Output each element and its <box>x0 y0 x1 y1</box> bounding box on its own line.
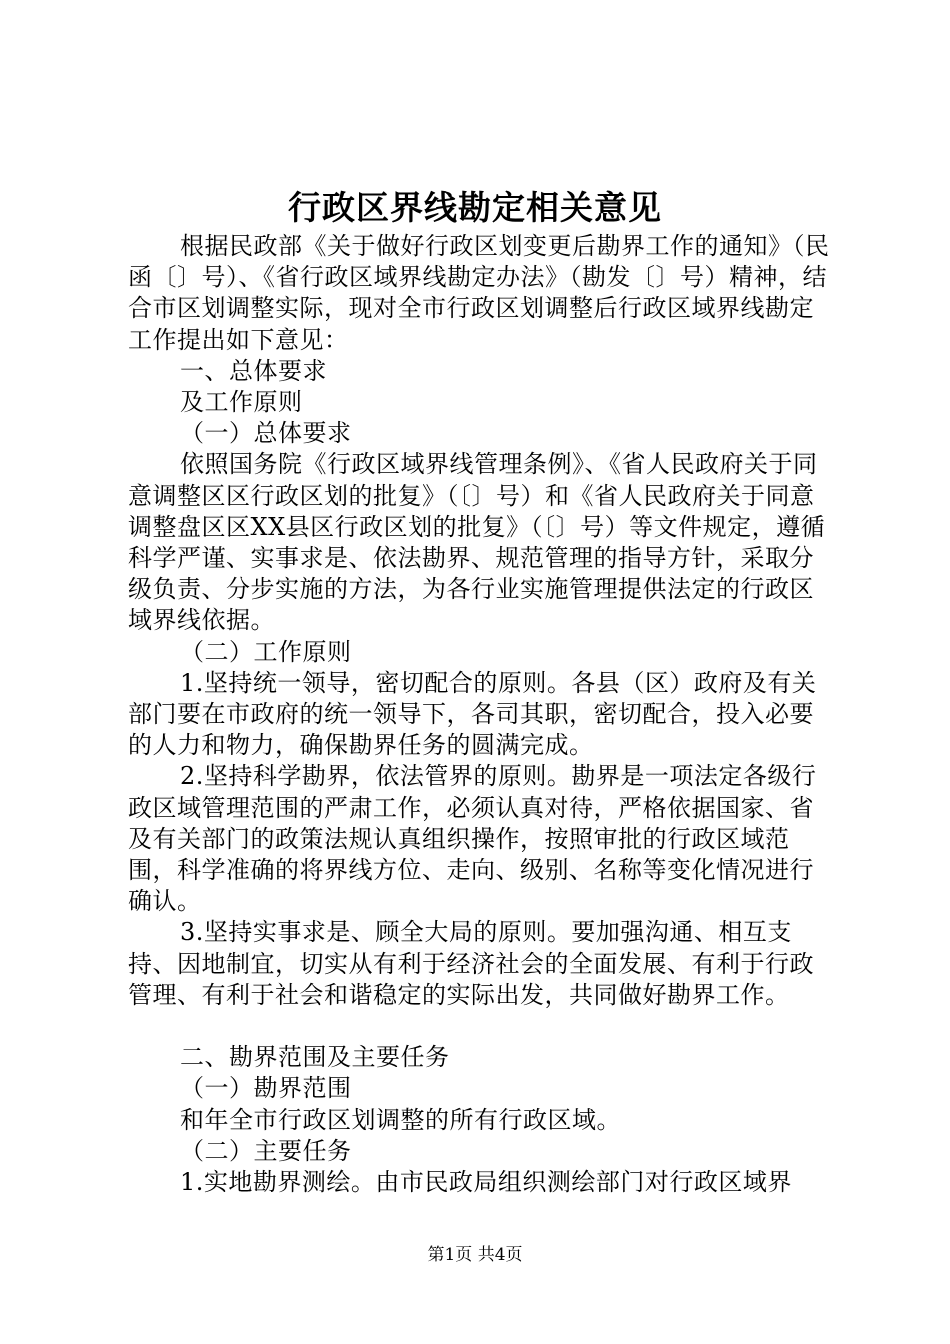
subsection-heading-main-tasks: （二）主要任务 <box>180 1136 352 1165</box>
section-heading-2: 二、勘界范围及主要任务 <box>180 1043 450 1072</box>
paragraph-spacer <box>128 1011 833 1042</box>
section-heading-1-continued: 及工作原则 <box>180 388 303 417</box>
page-number-footer: 第1页 共4页 <box>427 1245 523 1265</box>
overall-requirements-paragraph: 依照国务院《行政区域界线管理条例》、《省人民政府关于同意调整区区行政区划的批复》（〔〕号）和《省人民政府关于同意调整盘区区XX县区行政区划的批复》（〔〕号）等文件规定，遵循科学严谨、实事求是、依法勘界、规范管理的指导方针，采取分级负责、分步实施的方法，为各行业实施管理提供法定的行政区域界线依据。 <box>128 450 826 635</box>
principle-2-paragraph: 2.坚持科学勘界，依法管界的原则。勘界是一项法定各级行政区域管理范围的严肃工作，必须认真对待，严格依据国家、省及有关部门的政策法规认真组织操作，按照审批的行政区域范围，科学准确的将界线方位、走向、级别、名称等变化情况进行确认。 <box>128 762 817 916</box>
document-body <box>128 231 833 1198</box>
principle-3-paragraph: 3.坚持实事求是、顾全大局的原则。要加强沟通、相互支持、因地制宜，切实从有利于经济社会的全面发展、有利于行政管理、有利于社会和谐稳定的实际出发，共同做好勘界工作。 <box>128 918 814 1009</box>
subsection-heading-scope: （一）勘界范围 <box>180 1074 352 1103</box>
document-title: 行政区界线勘定相关意见 <box>288 188 662 227</box>
principle-1-paragraph: 1.坚持统一领导，密切配合的原则。各县（区）政府及有关部门要在市政府的统一领导下，各司其职，密切配合，投入必要的人力和物力，确保勘界任务的圆满完成。 <box>128 668 817 760</box>
intro-paragraph: 根据民政部《关于做好行政区划变更后勘界工作的通知》（民函〔〕号）、《省行政区域界线勘定办法》（勘发〔〕号）精神，结合市区划调整实际，现对全市行政区划调整后行政区域界线勘定工作提出如下意见： <box>128 232 830 354</box>
section-heading-1: 一、总体要求 <box>180 356 327 385</box>
subsection-heading-work-principles: （二）工作原则 <box>180 637 352 666</box>
task-1-paragraph: 1.实地勘界测绘。由市民政局组织测绘部门对行政区域界 <box>180 1168 792 1197</box>
subsection-heading-overall-requirements: （一）总体要求 <box>180 419 352 448</box>
scope-paragraph: 和年全市行政区划调整的所有行政区域。 <box>180 1105 621 1134</box>
